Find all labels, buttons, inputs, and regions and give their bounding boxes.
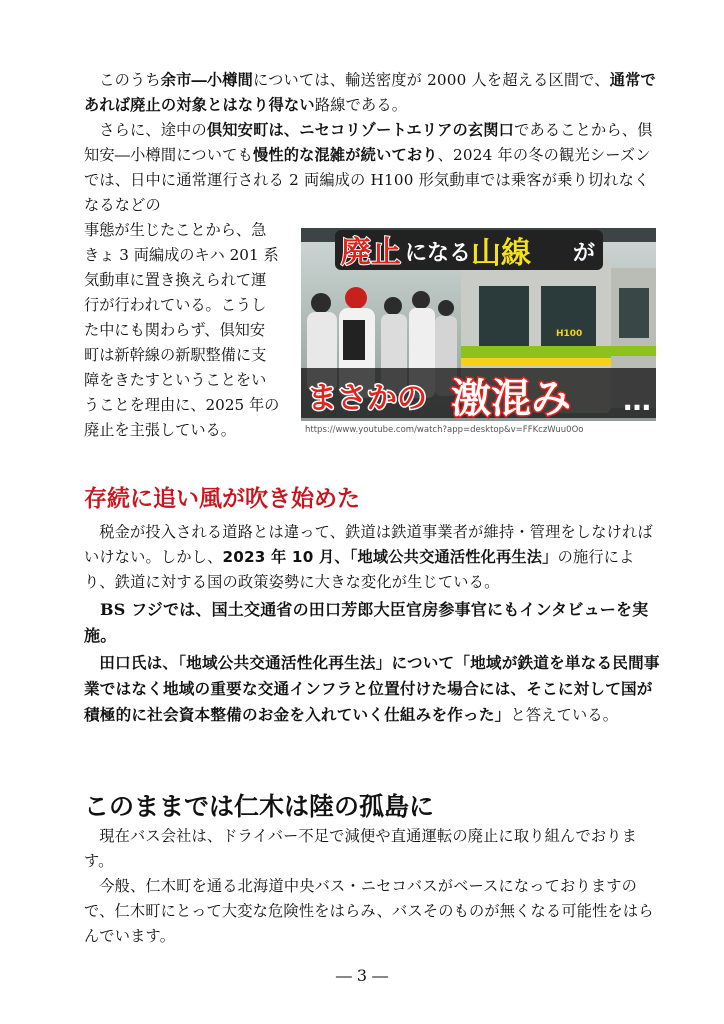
section-heading-1: 存続に追い風が吹き始めた: [84, 486, 360, 512]
text: の施行により、鉄道に対する国の政策姿勢に大きな変化が生じている。: [84, 548, 635, 591]
youtube-thumbnail[interactable]: [301, 228, 656, 421]
thumbnail-title-1a: 廃止: [341, 235, 401, 270]
paragraph-3: [84, 520, 660, 595]
thumbnail-title-2b: 激混み: [451, 376, 571, 421]
thumbnail-graphic: [301, 228, 656, 421]
text: 路線である。: [314, 96, 408, 114]
paragraph-4: BS フジでは、国土交通省の田口芳郎大臣官房参事官にもインタビューを実施。: [84, 600, 649, 645]
thumbnail-title-1d: が: [573, 241, 596, 266]
train-label: H100: [556, 329, 583, 339]
bold-text: 通常であれば廃止の対象とはなり得ない: [84, 71, 656, 114]
bold-text: 余市―小樽間: [160, 71, 254, 89]
paragraph-2-continued: 事態が生じたことから、急きょ 3 両編成のキハ 201 系気動車に置き換えられて運行が行われている。こうした中にも関わらず、倶知安町は新幹線の新駅整備に支障をきたすということをいうことを理由に、2025 年の廃止を主張している。: [84, 221, 280, 439]
text: と答えている。: [510, 706, 619, 724]
text: このうち: [99, 71, 161, 89]
thumbnail-url[interactable]: https://www.youtube.com/watch?app=desktop&v=FFKczWuu0Oo: [305, 425, 584, 435]
thumbnail-title-2c: …: [623, 384, 651, 417]
paragraph-7: 今般、仁木町を通る北海道中央バス・ニセコバスがベースになっておりますので、仁木町にとって大変な危険性をはらみ、バスそのものが無くなる可能性をはらんでいます。: [84, 877, 654, 945]
paragraph-6: 現在バス会社は、ドライバー不足で減便や直通運転の廃止に取り組んでおります。: [84, 827, 637, 870]
thumbnail-title-1c: 山線: [471, 236, 531, 271]
thumbnail-title-1b: になる: [405, 241, 472, 266]
bold-text: 倶知安町は、ニセコリゾートエリアの玄関口: [206, 121, 515, 139]
text: であることから、倶知安―小樽間についても: [84, 121, 653, 164]
bold-text: 田口氏は、「地域公共交通活性化再生法」について「地域が鉄道を単なる民間事業ではなく地域の重要な交通インフラと位置付けた場合には、そこに対して国が積極的に社会資本整備のお金を入れていく仕組みを作った」: [84, 654, 660, 724]
thumbnail-title-2a: まさかの: [307, 381, 427, 416]
paragraph-2: [84, 118, 660, 218]
text: 、2024 年の冬の観光シーズンでは、日中に通常運行される 2 両編成の H100 形気動車では乗客が乗り切れなくなるなどの: [84, 146, 651, 214]
text: さらに、途中の: [99, 121, 207, 139]
section-heading-2: このままでは仁木は陸の孤島に: [84, 792, 435, 821]
bold-text: 2023 年 10 月、「地域公共交通活性化再生法」: [222, 548, 558, 566]
text: 税金が投入される道路とは違って、鉄道は鉄道事業者が維持・管理をしなければいけない。しかし、: [84, 523, 653, 566]
paragraph-1: [84, 68, 660, 118]
text: については、輸送密度が 2000 人を超える区間で、: [253, 71, 610, 89]
paragraph-5: [84, 650, 660, 728]
bold-text: 慢性的な混雑が続いており: [252, 146, 438, 164]
page-number: ― 3 ―: [335, 966, 389, 985]
